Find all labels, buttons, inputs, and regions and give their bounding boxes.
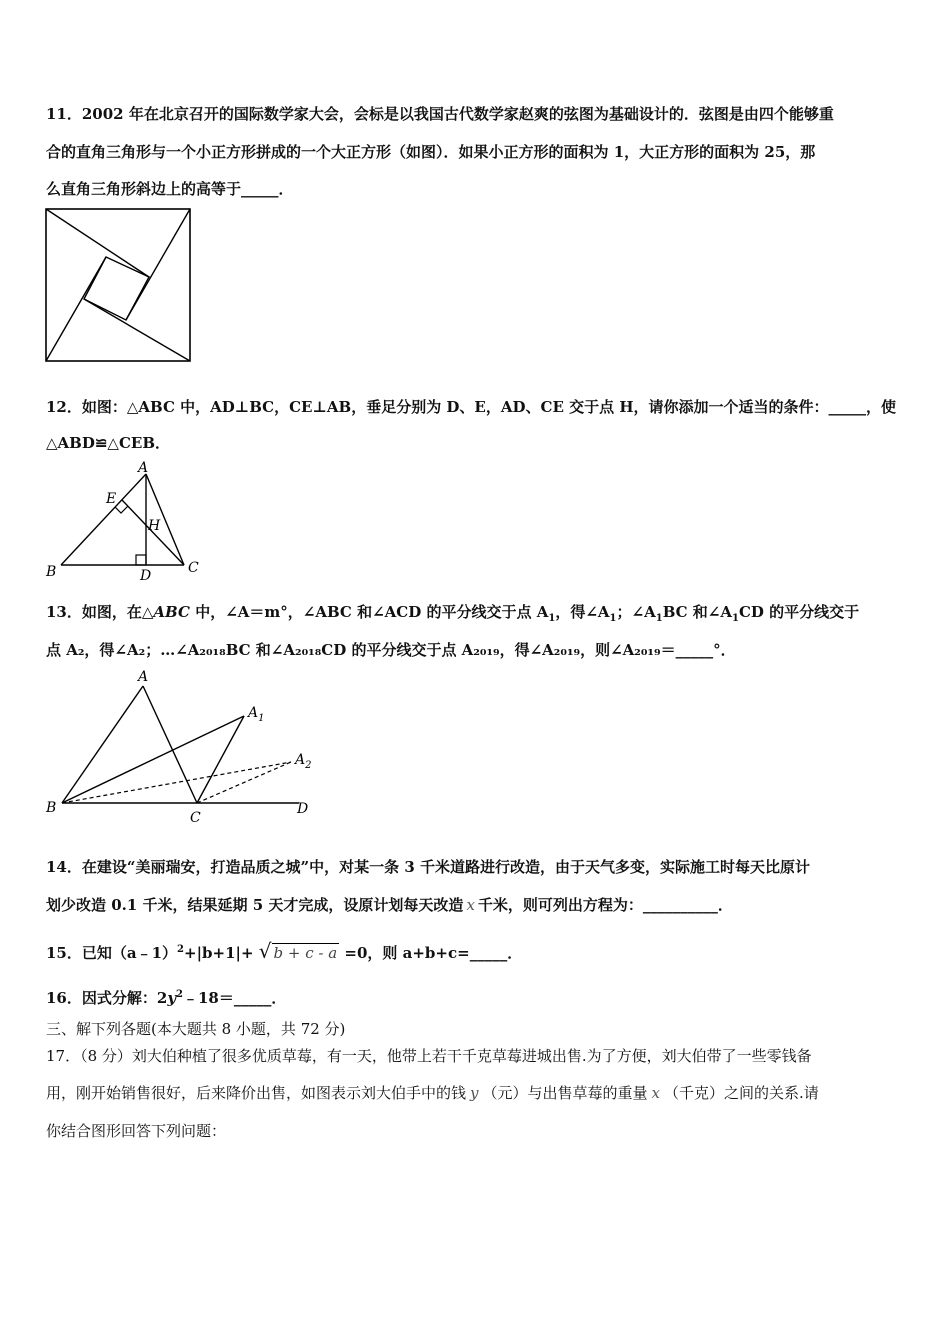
q12-label-c: C	[188, 560, 199, 576]
q13-label-d: D	[297, 801, 309, 817]
q13-label-a1: $A_1$	[248, 705, 265, 724]
q13-line2: 点 A₂，得∠A₂；…∠A₂₀₁₈BC 和∠A₂₀₁₈CD 的平分线交于点 A₂₀₁₉，得∠A₂₀₁₉，则∠A₂₀₁₉＝_____°．	[46, 641, 736, 659]
q12-label-e: E	[106, 491, 117, 507]
q12-line1: 12．如图：△ABC 中，AD⊥BC，CE⊥AB，垂足分别为 D、E，AD、CE 交于点 H，请你添加一个适当的条件：_____，使	[46, 398, 896, 416]
q12-right-angle-e	[115, 506, 128, 513]
q17-line1: 17．（8 分）刘大伯种植了很多优质草莓，有一天，他带上若干千克草莓进城出售.为了方便，刘大伯带了一些零钱备	[46, 1047, 812, 1065]
q12-label-b: B	[46, 564, 57, 580]
q11-figure	[44, 207, 194, 365]
q13-label-a2: $A_2$	[295, 752, 312, 771]
q11-line-c	[84, 299, 190, 361]
q12-figure	[44, 460, 214, 585]
q11-small-square	[84, 257, 149, 320]
q13-line-ba	[62, 686, 143, 803]
q11-line1: 11．2002 年在北京召开的国际数学家大会，会标是以我国古代数学家赵爽的弦图为基础设计的．弦图是由四个能够重	[46, 105, 834, 123]
q11-line-d	[46, 257, 106, 361]
q13-line-ca2	[197, 762, 291, 803]
q13-label-b: B	[46, 800, 57, 816]
q13-line-ac	[143, 686, 197, 803]
q11-line3: 么直角三角形斜边上的高等于_____．	[46, 180, 294, 198]
q13-label-c: C	[190, 810, 201, 826]
q11-big-square	[46, 209, 190, 361]
q15-sqrt: √ b + c - a	[258, 939, 338, 963]
q14-line2: 划少改造 0.1 千米，结果延期 5 天才完成，设原计划每天改造 x 千米，则可列出方程为：__________．	[46, 896, 733, 914]
q12-right-angle-d	[136, 555, 146, 565]
q14-line1: 14．在建设“美丽瑞安，打造品质之城”中，对某一条 3 千米道路进行改造，由于天气多变，实际施工时每天比原计	[46, 858, 811, 876]
q15-line: 15．已知（a﹣1）$^2$+|b+1|+ √ b + c - a =0，则 a+b+c=_____．	[46, 939, 523, 963]
section-title: 三、解下列各题(本大题共 8 小题，共 72 分)	[46, 1020, 346, 1038]
q13-line-ca1	[197, 716, 244, 803]
q12-label-a: A	[138, 460, 149, 476]
q13-label-a: A	[138, 669, 149, 685]
q13-figure	[44, 666, 324, 826]
q12-side-ab	[61, 474, 146, 565]
q16-line: 16．因式分解：$2y^2﹣18=\_\_\_\_\_$．	[46, 989, 287, 1007]
q17-line3: 你结合图形回答下列问题：	[46, 1122, 227, 1140]
q12-line2: △ABD≌△CEB．	[46, 434, 171, 452]
q11-line-b	[126, 209, 190, 320]
q17-line2: 用，刚开始销售很好，后来降价出售，如图表示刘大伯手中的钱 y （元）与出售草莓的重量 x （千克）之间的关系.请	[46, 1084, 819, 1102]
q13-line-ba2	[62, 762, 291, 803]
q11-line2: 合的直角三角形与一个小正方形拼成的一个大正方形（如图）．如果小正方形的面积为 1，大正方形的面积为 25，那	[46, 143, 816, 161]
q13-line-ba1	[62, 716, 244, 803]
q11-line-a	[46, 209, 149, 277]
q13-line1: 13．如图，在△ABC 中，∠A＝m°，∠ABC 和∠ACD 的平分线交于点 $A_1$，得$\angle A_1$；$\angle A_1BC$ 和$\angle A_1CD$ 的平分线交于	[46, 603, 860, 624]
q12-label-h: H	[148, 518, 161, 534]
q12-label-d: D	[140, 568, 152, 584]
